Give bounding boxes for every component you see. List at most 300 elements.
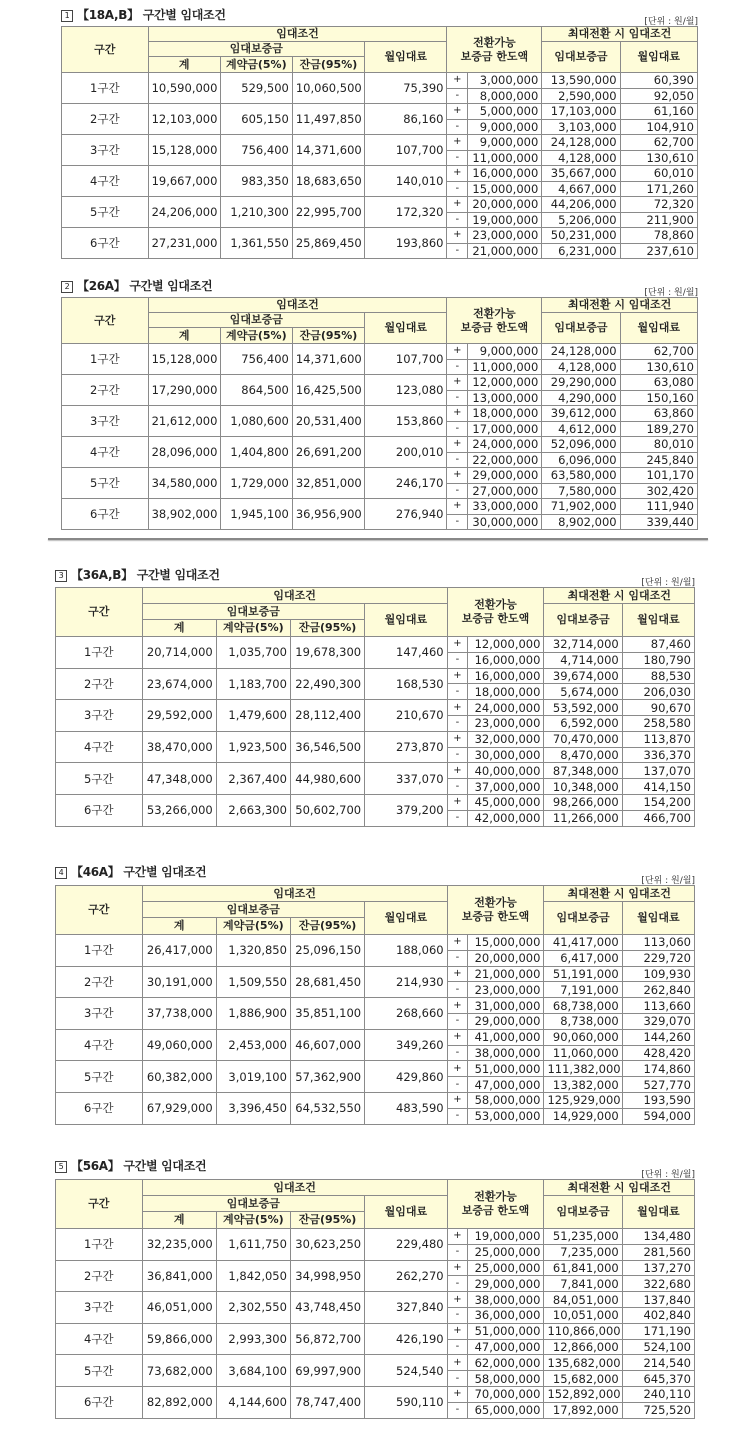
header-max-conversion: 최대전환 시 임대조건 — [544, 886, 695, 902]
cell-max-monthly-minus: 281,560 — [622, 1244, 694, 1260]
header-convertible-line1: 전환가능 — [474, 896, 517, 909]
cell-monthly: 210,670 — [365, 700, 447, 732]
cell-contract: 529,500 — [220, 73, 292, 104]
header-convertible-line2: 보증금 한도액 — [460, 320, 529, 334]
header-max-deposit: 임대보증금 — [544, 902, 622, 935]
header-total: 계 — [148, 57, 220, 73]
cell-grade: 2구간 — [62, 104, 149, 135]
cell-max-deposit-minus: 8,470,000 — [544, 747, 622, 763]
cell-limit-minus: 58,000,000 — [468, 1371, 544, 1387]
cell-max-monthly-plus: 60,390 — [620, 73, 697, 89]
table-row — [62, 135, 698, 151]
cell-max-deposit-plus: 70,470,000 — [544, 731, 622, 747]
table-row — [56, 998, 695, 1014]
cell-limit-plus: 9,000,000 — [468, 135, 542, 151]
cell-grade: 4구간 — [56, 1323, 143, 1355]
cell-max-deposit-minus: 6,592,000 — [544, 715, 622, 731]
cell-max-deposit-minus: 14,929,000 — [544, 1108, 622, 1124]
cell-sign-minus: - — [447, 1307, 468, 1323]
cell-max-monthly-minus: 725,520 — [622, 1402, 694, 1418]
cell-contract: 3,019,100 — [216, 1061, 290, 1093]
cell-max-deposit-minus: 7,580,000 — [542, 483, 620, 499]
cell-limit-minus: 47,000,000 — [468, 1077, 544, 1093]
cell-max-deposit-minus: 11,266,000 — [544, 810, 622, 826]
cell-sign-minus: - — [447, 747, 468, 763]
cell-max-monthly-minus: 414,150 — [622, 779, 694, 795]
cell-limit-plus: 12,000,000 — [468, 637, 544, 653]
cell-max-deposit-minus: 8,738,000 — [544, 1013, 622, 1029]
cell-sign-plus: + — [447, 700, 468, 716]
cell-max-monthly-minus: 150,160 — [620, 390, 697, 406]
cell-sign-plus: + — [447, 731, 468, 747]
header-contract: 계약금(5%) — [216, 620, 290, 637]
cell-max-monthly-plus: 154,200 — [622, 794, 694, 810]
header-contract: 계약금(5%) — [216, 1212, 290, 1229]
cell-sign-minus: - — [447, 212, 468, 228]
cell-contract: 983,350 — [220, 166, 292, 197]
table-row — [62, 197, 698, 213]
table-row — [56, 668, 695, 684]
cell-max-monthly-minus: 180,790 — [622, 652, 694, 668]
header-convertible-line2: 보증금 한도액 — [460, 49, 529, 63]
cell-max-monthly-minus: 262,840 — [622, 982, 694, 998]
cell-deposit-total: 82,892,000 — [142, 1386, 216, 1418]
cell-deposit-total: 60,382,000 — [142, 1061, 216, 1093]
cell-balance: 14,371,600 — [292, 344, 364, 375]
cell-contract: 1,080,600 — [220, 406, 292, 437]
cell-grade: 4구간 — [56, 731, 143, 763]
cell-max-monthly-plus: 214,540 — [622, 1355, 694, 1371]
cell-limit-plus: 62,000,000 — [468, 1355, 544, 1371]
header-max-monthly: 월임대료 — [622, 902, 694, 935]
header-deposit: 임대보증금 — [142, 604, 365, 620]
table-row — [56, 1386, 695, 1402]
cell-monthly: 337,070 — [365, 763, 447, 795]
cell-sign-minus: - — [447, 181, 468, 197]
cell-max-monthly-minus: 245,840 — [620, 452, 697, 468]
cell-balance: 43,748,450 — [290, 1292, 364, 1324]
cell-limit-minus: 8,000,000 — [468, 88, 542, 104]
cell-grade: 6구간 — [62, 499, 149, 530]
header-max-deposit: 임대보증금 — [542, 313, 620, 344]
cell-balance: 28,681,450 — [290, 966, 364, 998]
cell-grade: 6구간 — [56, 1092, 143, 1124]
header-total: 계 — [142, 1212, 216, 1229]
cell-max-monthly-plus: 171,190 — [622, 1323, 694, 1339]
cell-max-deposit-plus: 24,128,000 — [542, 344, 620, 360]
cell-limit-plus: 12,000,000 — [468, 375, 542, 391]
cell-max-deposit-minus: 10,348,000 — [544, 779, 622, 795]
header-rent-terms: 임대조건 — [142, 886, 447, 902]
header-max-deposit: 임대보증금 — [544, 604, 622, 637]
cell-max-monthly-plus: 78,860 — [620, 228, 697, 244]
header-balance: 잔금(95%) — [292, 57, 364, 73]
cell-max-deposit-plus: 87,348,000 — [544, 763, 622, 779]
cell-balance: 69,997,900 — [290, 1355, 364, 1387]
cell-max-deposit-minus: 6,096,000 — [542, 452, 620, 468]
cell-limit-plus: 18,000,000 — [468, 406, 542, 422]
cell-contract: 1,886,900 — [216, 998, 290, 1030]
cell-max-monthly-plus: 137,070 — [622, 763, 694, 779]
cell-contract: 3,396,450 — [216, 1092, 290, 1124]
cell-max-deposit-plus: 39,612,000 — [542, 406, 620, 422]
cell-limit-minus: 20,000,000 — [468, 950, 544, 966]
cell-deposit-total: 19,667,000 — [148, 166, 220, 197]
cell-deposit-total: 38,902,000 — [148, 499, 220, 530]
cell-monthly: 107,700 — [365, 344, 447, 375]
cell-max-deposit-minus: 10,051,000 — [544, 1307, 622, 1323]
cell-limit-minus: 23,000,000 — [468, 982, 544, 998]
cell-deposit-total: 28,096,000 — [148, 437, 220, 468]
table-row — [62, 437, 698, 453]
cell-balance: 30,623,250 — [290, 1229, 364, 1261]
table-row — [56, 794, 695, 810]
cell-sign-plus: + — [447, 1061, 468, 1077]
section-number-box: 3 — [55, 570, 67, 582]
cell-sign-plus: + — [447, 1292, 468, 1308]
table-row — [62, 73, 698, 89]
unit-label: [단위 : 원/월] — [644, 17, 698, 27]
cell-sign-minus: - — [447, 982, 468, 998]
cell-max-monthly-minus: 336,370 — [622, 747, 694, 763]
section-title — [55, 863, 206, 880]
cell-max-monthly-plus: 111,940 — [620, 499, 697, 515]
cell-sign-minus: - — [447, 452, 468, 468]
cell-contract: 756,400 — [220, 344, 292, 375]
cell-max-monthly-plus: 61,160 — [620, 104, 697, 120]
cell-limit-plus: 51,000,000 — [468, 1061, 544, 1077]
cell-sign-plus: + — [447, 637, 468, 653]
cell-grade: 5구간 — [56, 763, 143, 795]
cell-sign-minus: - — [447, 1276, 468, 1292]
cell-limit-plus: 40,000,000 — [468, 763, 544, 779]
header-rent-terms: 임대조건 — [142, 1180, 447, 1196]
cell-sign-minus: - — [447, 390, 468, 406]
cell-balance: 78,747,400 — [290, 1386, 364, 1418]
cell-max-deposit-minus: 5,206,000 — [542, 212, 620, 228]
cell-grade: 1구간 — [62, 73, 149, 104]
cell-limit-plus: 15,000,000 — [468, 935, 544, 951]
cell-grade: 3구간 — [56, 1292, 143, 1324]
cell-grade: 2구간 — [56, 668, 143, 700]
cell-deposit-total: 10,590,000 — [148, 73, 220, 104]
cell-contract: 1,842,050 — [216, 1260, 290, 1292]
cell-contract: 3,684,100 — [216, 1355, 290, 1387]
cell-limit-minus: 9,000,000 — [468, 119, 542, 135]
cell-grade: 5구간 — [56, 1355, 143, 1387]
cell-limit-minus: 19,000,000 — [468, 212, 542, 228]
cell-monthly: 524,540 — [365, 1355, 447, 1387]
cell-limit-plus: 38,000,000 — [468, 1292, 544, 1308]
cell-max-deposit-plus: 61,841,000 — [544, 1260, 622, 1276]
cell-contract: 1,479,600 — [216, 700, 290, 732]
cell-deposit-total: 29,592,000 — [142, 700, 216, 732]
section-title-text: 【18A,B】 구간별 임대조건 — [77, 8, 226, 22]
cell-limit-minus: 53,000,000 — [468, 1108, 544, 1124]
header-balance: 잔금(95%) — [290, 620, 364, 637]
cell-sign-minus: - — [447, 1077, 468, 1093]
rent-table — [55, 885, 695, 1125]
header-max-conversion: 최대전환 시 임대조건 — [542, 27, 698, 42]
cell-max-monthly-plus: 144,260 — [622, 1029, 694, 1045]
section-title-text: 【56A】 구간별 임대조건 — [71, 1159, 207, 1173]
cell-sign-plus: + — [447, 668, 468, 684]
cell-limit-minus: 30,000,000 — [468, 747, 544, 763]
table-row — [56, 1323, 695, 1339]
header-monthly: 월임대료 — [365, 42, 447, 73]
cell-balance: 20,531,400 — [292, 406, 364, 437]
cell-max-deposit-plus: 44,206,000 — [542, 197, 620, 213]
cell-limit-plus: 16,000,000 — [468, 668, 544, 684]
cell-max-deposit-plus: 32,714,000 — [544, 637, 622, 653]
header-monthly: 월임대료 — [365, 1196, 447, 1229]
cell-grade: 5구간 — [62, 197, 149, 228]
cell-deposit-total: 36,841,000 — [142, 1260, 216, 1292]
cell-sign-minus: - — [447, 421, 468, 437]
cell-max-deposit-plus: 71,902,000 — [542, 499, 620, 515]
cell-limit-minus: 30,000,000 — [468, 514, 542, 530]
cell-sign-plus: + — [447, 344, 468, 360]
table-row — [56, 1229, 695, 1245]
cell-max-deposit-minus: 4,612,000 — [542, 421, 620, 437]
cell-limit-plus: 16,000,000 — [468, 166, 542, 182]
cell-max-deposit-plus: 152,892,000 — [544, 1386, 622, 1402]
header-grade: 구간 — [56, 1180, 143, 1229]
cell-grade: 2구간 — [56, 1260, 143, 1292]
header-max-deposit: 임대보증금 — [544, 1196, 622, 1229]
cell-monthly: 349,260 — [365, 1029, 447, 1061]
cell-max-monthly-minus: 171,260 — [620, 181, 697, 197]
unit-label: [단위 : 원/월] — [644, 288, 698, 298]
table-row — [56, 1355, 695, 1371]
cell-monthly: 483,590 — [365, 1092, 447, 1124]
cell-sign-plus: + — [447, 73, 468, 89]
cell-max-monthly-plus: 109,930 — [622, 966, 694, 982]
cell-limit-plus: 45,000,000 — [468, 794, 544, 810]
cell-contract: 1,035,700 — [216, 637, 290, 669]
cell-max-deposit-minus: 4,667,000 — [542, 181, 620, 197]
cell-monthly: 229,480 — [365, 1229, 447, 1261]
cell-limit-plus: 33,000,000 — [468, 499, 542, 515]
cell-monthly: 268,660 — [365, 998, 447, 1030]
section-title-text: 【36A,B】 구간별 임대조건 — [71, 568, 220, 582]
table-row — [56, 1029, 695, 1045]
cell-grade: 3구간 — [62, 406, 149, 437]
header-max-conversion: 최대전환 시 임대조건 — [542, 298, 698, 313]
cell-sign-plus: + — [447, 228, 468, 244]
cell-max-deposit-plus: 24,128,000 — [542, 135, 620, 151]
header-max-conversion: 최대전환 시 임대조건 — [544, 1180, 695, 1196]
header-balance: 잔금(95%) — [290, 1212, 364, 1229]
cell-limit-minus: 11,000,000 — [468, 359, 542, 375]
cell-max-monthly-minus: 189,270 — [620, 421, 697, 437]
cell-limit-plus: 29,000,000 — [468, 468, 542, 484]
cell-sign-minus: - — [447, 652, 468, 668]
cell-max-deposit-plus: 50,231,000 — [542, 228, 620, 244]
cell-limit-minus: 13,000,000 — [468, 390, 542, 406]
table-row — [56, 1092, 695, 1108]
table-row — [62, 228, 698, 244]
cell-max-deposit-minus: 11,060,000 — [544, 1045, 622, 1061]
cell-max-monthly-plus: 80,010 — [620, 437, 697, 453]
section-number-box: 2 — [61, 281, 73, 293]
cell-contract: 1,729,000 — [220, 468, 292, 499]
cell-max-monthly-plus: 60,010 — [620, 166, 697, 182]
header-max-monthly: 월임대료 — [622, 604, 694, 637]
cell-limit-plus: 51,000,000 — [468, 1323, 544, 1339]
table-row — [62, 104, 698, 120]
cell-monthly: 273,870 — [365, 731, 447, 763]
cell-sign-plus: + — [447, 468, 468, 484]
header-convertible-line2: 보증금 한도액 — [461, 910, 530, 923]
cell-sign-minus: - — [447, 684, 468, 700]
cell-balance: 64,532,550 — [290, 1092, 364, 1124]
cell-sign-minus: - — [447, 88, 468, 104]
cell-sign-minus: - — [447, 715, 468, 731]
header-convertible-line1: 전환가능 — [473, 306, 516, 320]
table-row — [56, 700, 695, 716]
cell-sign-plus: + — [447, 966, 468, 982]
cell-balance: 25,096,150 — [290, 935, 364, 967]
cell-max-deposit-plus: 90,060,000 — [544, 1029, 622, 1045]
cell-monthly: 140,010 — [365, 166, 447, 197]
cell-max-monthly-minus: 402,840 — [622, 1307, 694, 1323]
table-row — [62, 468, 698, 484]
cell-max-deposit-plus: 29,290,000 — [542, 375, 620, 391]
cell-sign-plus: + — [447, 499, 468, 515]
cell-monthly: 86,160 — [365, 104, 447, 135]
cell-contract: 1,361,550 — [220, 228, 292, 259]
cell-max-monthly-minus: 211,900 — [620, 212, 697, 228]
header-max-monthly: 월임대료 — [620, 42, 697, 73]
cell-deposit-total: 27,231,000 — [148, 228, 220, 259]
cell-balance: 16,425,500 — [292, 375, 364, 406]
cell-limit-minus: 21,000,000 — [468, 243, 542, 259]
cell-max-monthly-minus: 130,610 — [620, 359, 697, 375]
header-max-conversion: 최대전환 시 임대조건 — [544, 588, 695, 604]
cell-max-monthly-minus: 466,700 — [622, 810, 694, 826]
cell-deposit-total: 47,348,000 — [142, 763, 216, 795]
cell-max-deposit-plus: 52,096,000 — [542, 437, 620, 453]
cell-max-deposit-minus: 4,128,000 — [542, 150, 620, 166]
header-balance: 잔금(95%) — [292, 328, 364, 344]
cell-max-monthly-minus: 527,770 — [622, 1077, 694, 1093]
cell-contract: 1,320,850 — [216, 935, 290, 967]
cell-grade: 1구간 — [56, 935, 143, 967]
cell-balance: 18,683,650 — [292, 166, 364, 197]
cell-balance: 57,362,900 — [290, 1061, 364, 1093]
unit-label: [단위 : 원/월] — [641, 1170, 695, 1180]
cell-max-deposit-minus: 12,866,000 — [544, 1339, 622, 1355]
cell-monthly: 153,860 — [365, 406, 447, 437]
header-convertible — [447, 27, 542, 73]
cell-balance: 36,546,500 — [290, 731, 364, 763]
cell-sign-plus: + — [447, 437, 468, 453]
cell-max-monthly-minus: 329,070 — [622, 1013, 694, 1029]
section-divider — [48, 538, 708, 540]
cell-limit-plus: 31,000,000 — [468, 998, 544, 1014]
cell-max-deposit-plus: 13,590,000 — [542, 73, 620, 89]
cell-sign-minus: - — [447, 243, 468, 259]
header-monthly: 월임대료 — [365, 902, 447, 935]
cell-deposit-total: 34,580,000 — [148, 468, 220, 499]
cell-max-deposit-minus: 5,674,000 — [544, 684, 622, 700]
cell-contract: 2,453,000 — [216, 1029, 290, 1061]
cell-contract: 1,945,100 — [220, 499, 292, 530]
header-deposit: 임대보증금 — [148, 313, 364, 328]
cell-grade: 4구간 — [62, 166, 149, 197]
cell-max-deposit-plus: 111,382,000 — [544, 1061, 622, 1077]
header-max-deposit: 임대보증금 — [542, 42, 620, 73]
cell-sign-minus: - — [447, 150, 468, 166]
cell-deposit-total: 38,470,000 — [142, 731, 216, 763]
cell-deposit-total: 23,674,000 — [142, 668, 216, 700]
cell-limit-minus: 18,000,000 — [468, 684, 544, 700]
cell-max-deposit-plus: 110,866,000 — [544, 1323, 622, 1339]
cell-limit-minus: 11,000,000 — [468, 150, 542, 166]
cell-deposit-total: 32,235,000 — [142, 1229, 216, 1261]
cell-limit-minus: 29,000,000 — [468, 1013, 544, 1029]
cell-limit-plus: 24,000,000 — [468, 700, 544, 716]
header-convertible — [447, 298, 542, 344]
section-title — [55, 1157, 206, 1174]
cell-monthly: 426,190 — [365, 1323, 447, 1355]
cell-limit-plus: 5,000,000 — [468, 104, 542, 120]
header-rent-terms: 임대조건 — [148, 27, 447, 42]
header-contract: 계약금(5%) — [216, 918, 290, 935]
cell-limit-plus: 3,000,000 — [468, 73, 542, 89]
cell-max-monthly-plus: 113,660 — [622, 998, 694, 1014]
table-row — [56, 1292, 695, 1308]
cell-contract: 1,183,700 — [216, 668, 290, 700]
cell-contract: 2,302,550 — [216, 1292, 290, 1324]
cell-max-deposit-plus: 39,674,000 — [544, 668, 622, 684]
cell-contract: 2,993,300 — [216, 1323, 290, 1355]
cell-limit-minus: 17,000,000 — [468, 421, 542, 437]
section-title — [55, 566, 220, 583]
cell-contract: 605,150 — [220, 104, 292, 135]
cell-contract: 2,367,400 — [216, 763, 290, 795]
cell-balance: 22,490,300 — [290, 668, 364, 700]
cell-max-monthly-minus: 104,910 — [620, 119, 697, 135]
cell-sign-minus: - — [447, 950, 468, 966]
cell-sign-minus: - — [447, 1371, 468, 1387]
cell-sign-plus: + — [447, 998, 468, 1014]
table-row — [62, 499, 698, 515]
cell-grade: 2구간 — [62, 375, 149, 406]
cell-limit-minus: 38,000,000 — [468, 1045, 544, 1061]
cell-max-monthly-plus: 90,670 — [622, 700, 694, 716]
cell-balance: 46,607,000 — [290, 1029, 364, 1061]
cell-sign-minus: - — [447, 1339, 468, 1355]
cell-grade: 3구간 — [56, 700, 143, 732]
cell-deposit-total: 49,060,000 — [142, 1029, 216, 1061]
header-deposit: 임대보증금 — [142, 1196, 365, 1212]
header-monthly: 월임대료 — [365, 604, 447, 637]
cell-limit-plus: 21,000,000 — [468, 966, 544, 982]
cell-monthly: 107,700 — [365, 135, 447, 166]
header-rent-terms: 임대조건 — [148, 298, 447, 313]
cell-max-monthly-minus: 322,680 — [622, 1276, 694, 1292]
cell-max-deposit-minus: 6,231,000 — [542, 243, 620, 259]
cell-contract: 1,210,300 — [220, 197, 292, 228]
cell-balance: 26,691,200 — [292, 437, 364, 468]
cell-max-monthly-plus: 113,060 — [622, 935, 694, 951]
cell-sign-plus: + — [447, 763, 468, 779]
cell-max-deposit-minus: 7,235,000 — [544, 1244, 622, 1260]
cell-max-deposit-plus: 41,417,000 — [544, 935, 622, 951]
cell-max-deposit-minus: 4,290,000 — [542, 390, 620, 406]
